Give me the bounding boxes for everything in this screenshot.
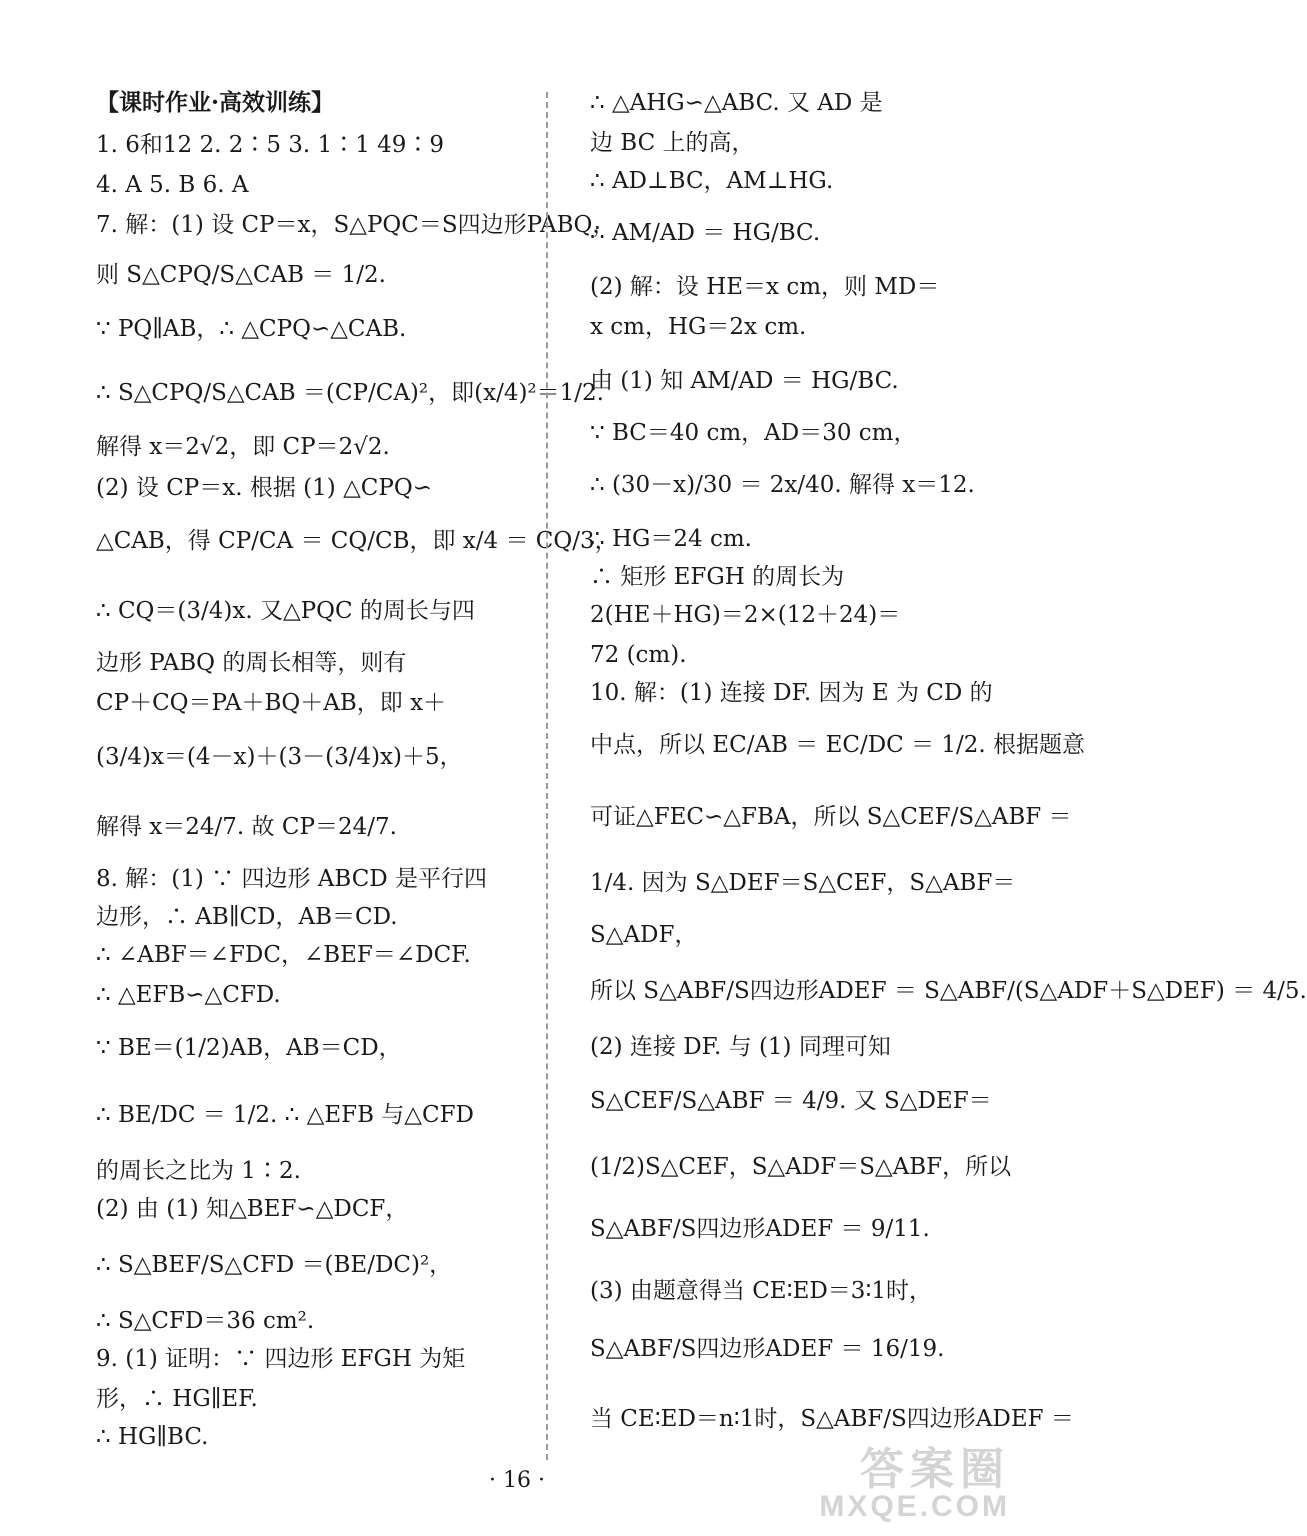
watermark-logo bbox=[819, 1445, 1010, 1523]
solution-line: ∴ HG＝24 cm. bbox=[590, 526, 752, 552]
solution-line: ∴ △AHG∽△ABC. 又 AD 是 bbox=[590, 90, 883, 116]
solution-line: 2(HE＋HG)＝2×(12＋24)＝ bbox=[590, 602, 901, 628]
solution-line: 72 (cm). bbox=[590, 642, 687, 668]
column-divider bbox=[546, 92, 548, 1460]
solution-line: 的周长之比为 1∶2. bbox=[96, 1158, 301, 1184]
solution-line: 中点，所以 EC/AB ＝ EC/DC ＝ 1/2. 根据题意 bbox=[590, 732, 1086, 758]
solution-line: S△CEF/S△ABF ＝ 4/9. 又 S△DEF＝ bbox=[590, 1088, 992, 1114]
solution-line: (1/2)S△CEF，S△ADF＝S△ABF，所以 bbox=[590, 1154, 1012, 1180]
solution-line: ∵ BC＝40 cm，AD＝30 cm， bbox=[590, 420, 917, 446]
solution-line: ∴ (30－x)/30 ＝ 2x/40. 解得 x＝12. bbox=[590, 472, 975, 498]
solution-line: ∴ HG∥BC. bbox=[96, 1424, 209, 1450]
solution-line: ∴ S△CPQ/S△CAB ＝(CP/CA)²，即(x/4)²＝1/2. bbox=[96, 380, 604, 406]
solution-line: ∴ AD⊥BC，AM⊥HG. bbox=[590, 168, 834, 194]
solution-line: 边 BC 上的高， bbox=[590, 130, 755, 156]
solution-line: 7. 解：(1) 设 CP＝x，S△PQC＝S四边形PABQ， bbox=[96, 212, 616, 238]
solution-line: 解得 x＝24/7. 故 CP＝24/7. bbox=[96, 814, 397, 840]
solution-line: ∴ CQ＝(3/4)x. 又△PQC 的周长与四 bbox=[96, 598, 475, 624]
solution-line: 所以 S△ABF/S四边形ADEF ＝ S△ABF/(S△ADF＋S△DEF) ＝ 4/5. bbox=[590, 978, 1307, 1004]
solution-line: S△ABF/S四边形ADEF ＝ 16/19. bbox=[590, 1336, 945, 1362]
solution-line: 10. 解：(1) 连接 DF. 因为 E 为 CD 的 bbox=[590, 680, 993, 706]
solution-line: ∴ ∠ABF＝∠FDC，∠BEF＝∠DCF. bbox=[96, 942, 471, 968]
solution-line: ∵ BE＝(1/2)AB，AB＝CD， bbox=[96, 1035, 402, 1061]
solution-line: 则 S△CPQ/S△CAB ＝ 1/2. bbox=[96, 262, 386, 288]
solution-line: 边形 PABQ 的周长相等，则有 bbox=[96, 650, 407, 676]
solution-line: (3/4)x＝(4－x)＋(3－(3/4)x)＋5， bbox=[96, 744, 463, 770]
solution-line: 边形，∴ AB∥CD，AB＝CD. bbox=[96, 904, 398, 930]
solution-line: 由 (1) 知 AM/AD ＝ HG/BC. bbox=[590, 368, 899, 394]
solution-line: 1/4. 因为 S△DEF＝S△CEF，S△ABF＝ bbox=[590, 870, 1016, 896]
solution-line: ∴ BE/DC ＝ 1/2. ∴ △EFB 与△CFD bbox=[96, 1102, 474, 1128]
solution-line: ∴ S△BEF/S△CFD ＝(BE/DC)²， bbox=[96, 1252, 453, 1278]
solution-line: S△ABF/S四边形ADEF ＝ 9/11. bbox=[590, 1216, 930, 1242]
solution-line: (2) 连接 DF. 与 (1) 同理可知 bbox=[590, 1034, 891, 1060]
solution-line: △CAB，得 CP/CA ＝ CQ/CB，即 x/4 ＝ CQ/3， bbox=[96, 528, 618, 554]
answer-line: 1. 6和12 2. 2∶5 3. 1∶1 49∶9 bbox=[96, 132, 445, 158]
solution-line: 形，∴ HG∥EF. bbox=[96, 1386, 258, 1412]
solution-line: 可证△FEC∽△FBA，所以 S△CEF/S△ABF ＝ bbox=[590, 804, 1072, 830]
solution-line: 8. 解：(1) ∵ 四边形 ABCD 是平行四 bbox=[96, 866, 488, 892]
watermark-url: MXQE.COM bbox=[819, 1490, 1010, 1523]
solution-line: ∴ AM/AD ＝ HG/BC. bbox=[590, 220, 821, 246]
answer-line: 4. A 5. B 6. A bbox=[96, 172, 249, 198]
solution-line: 解得 x＝2√2，即 CP＝2√2. bbox=[96, 434, 390, 460]
solution-line: ∴ 矩形 EFGH 的周长为 bbox=[590, 564, 845, 590]
solution-line: ∴ S△CFD＝36 cm². bbox=[96, 1308, 315, 1334]
watermark-text: 答案圈 bbox=[860, 1445, 1010, 1494]
page-number: · 16 · bbox=[489, 1468, 545, 1493]
solution-line: (3) 由题意得当 CE∶ED＝3∶1时， bbox=[590, 1278, 933, 1304]
solution-line: ∵ PQ∥AB，∴ △CPQ∽△CAB. bbox=[96, 316, 407, 342]
solution-line: 9. (1) 证明：∵ 四边形 EFGH 为矩 bbox=[96, 1346, 466, 1372]
solution-line: CP＋CQ＝PA＋BQ＋AB，即 x＋ bbox=[96, 690, 447, 716]
solution-line: S△ADF， bbox=[590, 922, 698, 948]
section-heading: 【课时作业·高效训练】 bbox=[96, 89, 335, 116]
solution-line: ∴ △EFB∽△CFD. bbox=[96, 982, 281, 1008]
solution-line: (2) 由 (1) 知△BEF∽△DCF， bbox=[96, 1196, 409, 1222]
solution-line: 当 CE∶ED＝n∶1时，S△ABF/S四边形ADEF ＝ bbox=[590, 1406, 1074, 1432]
solution-line: (2) 设 CP＝x. 根据 (1) △CPQ∽ bbox=[96, 475, 432, 501]
solution-line: (2) 解：设 HE＝x cm，则 MD＝ bbox=[590, 274, 940, 300]
solution-line: x cm，HG＝2x cm. bbox=[590, 314, 807, 340]
